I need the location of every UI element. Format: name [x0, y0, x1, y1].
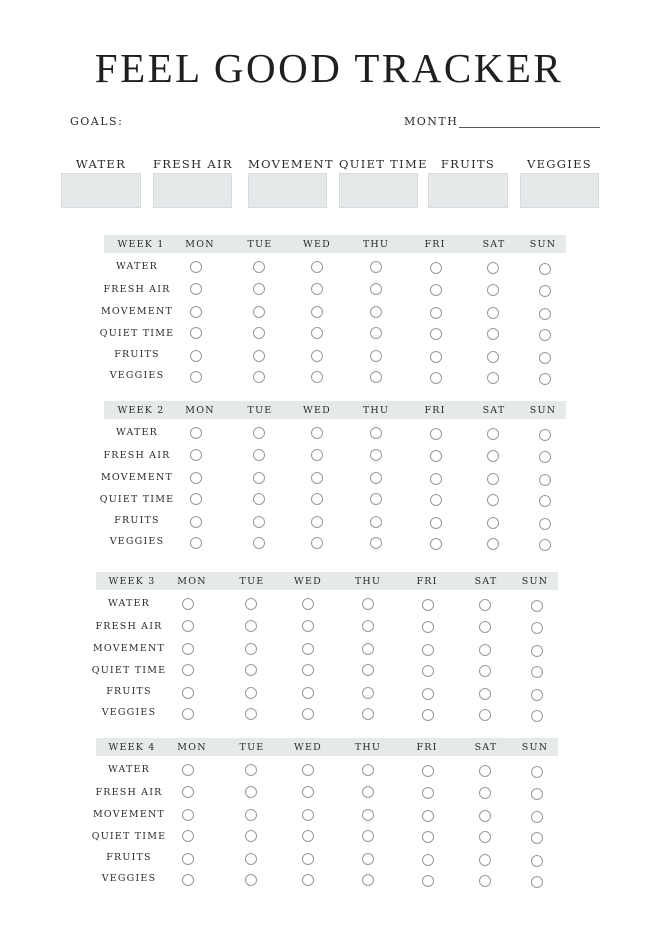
- checkbox-fresh-air-fri[interactable]: [430, 450, 442, 462]
- checkbox-fresh-air-wed[interactable]: [311, 449, 323, 461]
- checkbox-water-sat[interactable]: [479, 765, 491, 777]
- checkbox-quiet-time-wed[interactable]: [302, 664, 314, 676]
- checkbox-movement-sun[interactable]: [531, 811, 543, 823]
- day-header-thu: THU: [362, 239, 390, 250]
- checkbox-fruits-sun[interactable]: [531, 855, 543, 867]
- checkbox-water-wed[interactable]: [302, 764, 314, 776]
- checkbox-water-sun[interactable]: [531, 766, 543, 778]
- checkbox-water-sun[interactable]: [531, 600, 543, 612]
- goal-box-water[interactable]: [61, 173, 141, 208]
- checkbox-fruits-tue[interactable]: [253, 516, 265, 528]
- checkbox-fruits-thu[interactable]: [370, 350, 382, 362]
- checkbox-quiet-time-wed[interactable]: [302, 830, 314, 842]
- checkbox-movement-sun[interactable]: [531, 645, 543, 657]
- checkbox-fruits-thu[interactable]: [362, 853, 374, 865]
- week-label: WEEK 4: [108, 742, 156, 753]
- checkbox-quiet-time-sun[interactable]: [539, 329, 551, 341]
- checkbox-fresh-air-fri[interactable]: [430, 284, 442, 296]
- checkbox-veggies-wed[interactable]: [311, 537, 323, 549]
- checkbox-water-sun[interactable]: [539, 263, 551, 275]
- checkbox-quiet-time-sat[interactable]: [487, 494, 499, 506]
- checkbox-quiet-time-sat[interactable]: [479, 665, 491, 677]
- checkbox-quiet-time-sat[interactable]: [479, 831, 491, 843]
- checkbox-movement-mon[interactable]: [182, 809, 194, 821]
- habit-label-fruits: FRUITS: [106, 686, 152, 697]
- checkbox-fruits-wed[interactable]: [311, 516, 323, 528]
- checkbox-veggies-thu[interactable]: [362, 874, 374, 886]
- habit-label-veggies: VEGGIES: [101, 873, 157, 884]
- checkbox-veggies-fri[interactable]: [422, 875, 434, 887]
- checkbox-fresh-air-sun[interactable]: [531, 622, 543, 634]
- checkbox-water-fri[interactable]: [430, 428, 442, 440]
- checkbox-veggies-tue[interactable]: [245, 708, 257, 720]
- checkbox-water-tue[interactable]: [245, 598, 257, 610]
- checkbox-veggies-sat[interactable]: [487, 372, 499, 384]
- checkbox-fresh-air-mon[interactable]: [190, 283, 202, 295]
- checkbox-movement-thu[interactable]: [362, 809, 374, 821]
- checkbox-fruits-fri[interactable]: [422, 688, 434, 700]
- habit-label-fresh-air: FRESH AIR: [95, 621, 163, 632]
- checkbox-water-thu[interactable]: [362, 598, 374, 610]
- day-header-sun: SUN: [521, 576, 549, 587]
- habit-label-veggies: VEGGIES: [101, 707, 157, 718]
- checkbox-fresh-air-thu[interactable]: [370, 283, 382, 295]
- day-header-thu: THU: [354, 742, 382, 753]
- checkbox-veggies-sat[interactable]: [479, 709, 491, 721]
- checkbox-water-sat[interactable]: [487, 262, 499, 274]
- checkbox-fresh-air-thu[interactable]: [362, 620, 374, 632]
- checkbox-movement-fri[interactable]: [430, 473, 442, 485]
- checkbox-water-mon[interactable]: [190, 427, 202, 439]
- day-header-mon: MON: [177, 576, 207, 587]
- checkbox-veggies-wed[interactable]: [302, 708, 314, 720]
- day-header-sun: SUN: [529, 405, 557, 416]
- checkbox-movement-fri[interactable]: [430, 307, 442, 319]
- checkbox-water-tue[interactable]: [253, 261, 265, 273]
- checkbox-fresh-air-wed[interactable]: [311, 283, 323, 295]
- checkbox-water-wed[interactable]: [302, 598, 314, 610]
- habit-label-quiet-time: QUIET TIME: [91, 665, 167, 676]
- checkbox-fresh-air-tue[interactable]: [253, 283, 265, 295]
- checkbox-fresh-air-sat[interactable]: [487, 284, 499, 296]
- checkbox-movement-wed[interactable]: [302, 809, 314, 821]
- checkbox-fresh-air-wed[interactable]: [302, 620, 314, 632]
- habit-label-fruits: FRUITS: [106, 852, 152, 863]
- checkbox-quiet-time-wed[interactable]: [311, 327, 323, 339]
- checkbox-fruits-sat[interactable]: [479, 688, 491, 700]
- day-header-sat: SAT: [474, 576, 498, 587]
- checkbox-quiet-time-sun[interactable]: [539, 495, 551, 507]
- checkbox-water-mon[interactable]: [182, 764, 194, 776]
- checkbox-quiet-time-tue[interactable]: [253, 327, 265, 339]
- checkbox-veggies-tue[interactable]: [245, 874, 257, 886]
- checkbox-veggies-sat[interactable]: [487, 538, 499, 550]
- checkbox-veggies-sat[interactable]: [479, 875, 491, 887]
- checkbox-fresh-air-thu[interactable]: [362, 786, 374, 798]
- checkbox-fresh-air-sun[interactable]: [539, 451, 551, 463]
- checkbox-movement-wed[interactable]: [302, 643, 314, 655]
- goal-label-fruits: FRUITS: [440, 157, 496, 171]
- day-header-sun: SUN: [521, 742, 549, 753]
- checkbox-quiet-time-tue[interactable]: [245, 830, 257, 842]
- checkbox-fruits-mon[interactable]: [182, 853, 194, 865]
- day-header-wed: WED: [294, 576, 322, 587]
- checkbox-movement-sat[interactable]: [479, 644, 491, 656]
- checkbox-quiet-time-fri[interactable]: [422, 831, 434, 843]
- checkbox-water-wed[interactable]: [311, 261, 323, 273]
- habit-label-fruits: FRUITS: [114, 515, 160, 526]
- checkbox-veggies-sun[interactable]: [539, 373, 551, 385]
- checkbox-movement-tue[interactable]: [245, 643, 257, 655]
- checkbox-water-tue[interactable]: [253, 427, 265, 439]
- checkbox-fruits-sun[interactable]: [539, 352, 551, 364]
- habit-label-water: WATER: [115, 427, 159, 438]
- checkbox-veggies-fri[interactable]: [430, 538, 442, 550]
- day-header-fri: FRI: [416, 742, 438, 753]
- checkbox-movement-sat[interactable]: [487, 473, 499, 485]
- checkbox-quiet-time-sat[interactable]: [487, 328, 499, 340]
- day-header-fri: FRI: [424, 239, 446, 250]
- checkbox-movement-tue[interactable]: [253, 472, 265, 484]
- goal-box-fruits[interactable]: [428, 173, 508, 208]
- checkbox-fruits-tue[interactable]: [245, 687, 257, 699]
- checkbox-water-wed[interactable]: [311, 427, 323, 439]
- day-header-wed: WED: [294, 742, 322, 753]
- goal-box-veggies[interactable]: [520, 173, 599, 208]
- checkbox-fresh-air-tue[interactable]: [245, 786, 257, 798]
- checkbox-fruits-thu[interactable]: [362, 687, 374, 699]
- checkbox-fruits-fri[interactable]: [430, 517, 442, 529]
- checkbox-movement-sun[interactable]: [539, 474, 551, 486]
- goal-label-water: WATER: [75, 157, 127, 171]
- checkbox-veggies-sun[interactable]: [531, 876, 543, 888]
- checkbox-fruits-wed[interactable]: [311, 350, 323, 362]
- checkbox-fresh-air-tue[interactable]: [253, 449, 265, 461]
- checkbox-water-thu[interactable]: [362, 764, 374, 776]
- checkbox-fruits-wed[interactable]: [302, 853, 314, 865]
- checkbox-water-thu[interactable]: [370, 261, 382, 273]
- checkbox-veggies-thu[interactable]: [370, 371, 382, 383]
- checkbox-fresh-air-sun[interactable]: [531, 788, 543, 800]
- checkbox-veggies-fri[interactable]: [422, 709, 434, 721]
- checkbox-fruits-fri[interactable]: [422, 854, 434, 866]
- habit-label-movement: MOVEMENT: [100, 306, 174, 317]
- habit-label-quiet-time: QUIET TIME: [99, 494, 175, 505]
- checkbox-quiet-time-fri[interactable]: [430, 328, 442, 340]
- goal-box-movement[interactable]: [248, 173, 327, 208]
- checkbox-movement-mon[interactable]: [190, 306, 202, 318]
- checkbox-fruits-sat[interactable]: [487, 351, 499, 363]
- checkbox-water-mon[interactable]: [182, 598, 194, 610]
- habit-label-fresh-air: FRESH AIR: [95, 787, 163, 798]
- checkbox-quiet-time-thu[interactable]: [370, 493, 382, 505]
- goal-label-movement: MOVEMENT: [248, 157, 335, 171]
- habit-label-veggies: VEGGIES: [109, 536, 165, 547]
- checkbox-movement-thu[interactable]: [370, 306, 382, 318]
- habit-label-fresh-air: FRESH AIR: [103, 284, 171, 295]
- checkbox-water-sat[interactable]: [487, 428, 499, 440]
- checkbox-veggies-mon[interactable]: [182, 708, 194, 720]
- day-header-tue: TUE: [239, 742, 265, 753]
- checkbox-water-mon[interactable]: [190, 261, 202, 273]
- day-header-sat: SAT: [482, 239, 506, 250]
- checkbox-quiet-time-wed[interactable]: [311, 493, 323, 505]
- checkbox-fresh-air-mon[interactable]: [182, 786, 194, 798]
- goal-box-quiet-time[interactable]: [339, 173, 418, 208]
- checkbox-movement-fri[interactable]: [422, 810, 434, 822]
- checkbox-veggies-sun[interactable]: [539, 539, 551, 551]
- habit-label-water: WATER: [107, 598, 151, 609]
- checkbox-veggies-mon[interactable]: [190, 537, 202, 549]
- checkbox-veggies-mon[interactable]: [182, 874, 194, 886]
- day-header-mon: MON: [185, 239, 215, 250]
- checkbox-water-thu[interactable]: [370, 427, 382, 439]
- habit-label-veggies: VEGGIES: [109, 370, 165, 381]
- day-header-sun: SUN: [529, 239, 557, 250]
- week-label: WEEK 1: [117, 239, 165, 250]
- checkbox-veggies-thu[interactable]: [370, 537, 382, 549]
- checkbox-quiet-time-sun[interactable]: [531, 666, 543, 678]
- checkbox-movement-sat[interactable]: [479, 810, 491, 822]
- day-header-thu: THU: [362, 405, 390, 416]
- checkbox-veggies-tue[interactable]: [253, 371, 265, 383]
- checkbox-veggies-fri[interactable]: [430, 372, 442, 384]
- checkbox-fresh-air-fri[interactable]: [422, 787, 434, 799]
- page-title: FEEL GOOD TRACKER: [94, 45, 564, 91]
- day-header-mon: MON: [177, 742, 207, 753]
- day-header-sat: SAT: [474, 742, 498, 753]
- checkbox-veggies-wed[interactable]: [302, 874, 314, 886]
- day-header-fri: FRI: [424, 405, 446, 416]
- checkbox-veggies-sun[interactable]: [531, 710, 543, 722]
- checkbox-movement-fri[interactable]: [422, 644, 434, 656]
- checkbox-quiet-time-sun[interactable]: [531, 832, 543, 844]
- checkbox-movement-wed[interactable]: [311, 306, 323, 318]
- habit-label-movement: MOVEMENT: [100, 472, 174, 483]
- checkbox-quiet-time-thu[interactable]: [370, 327, 382, 339]
- checkbox-veggies-mon[interactable]: [190, 371, 202, 383]
- checkbox-quiet-time-fri[interactable]: [422, 665, 434, 677]
- goal-label-veggies: VEGGIES: [527, 157, 592, 171]
- checkbox-fruits-thu[interactable]: [370, 516, 382, 528]
- checkbox-fresh-air-sat[interactable]: [479, 787, 491, 799]
- day-header-thu: THU: [354, 576, 382, 587]
- checkbox-water-fri[interactable]: [422, 765, 434, 777]
- checkbox-water-sun[interactable]: [539, 429, 551, 441]
- checkbox-fruits-tue[interactable]: [253, 350, 265, 362]
- checkbox-movement-sun[interactable]: [539, 308, 551, 320]
- habit-label-water: WATER: [107, 764, 151, 775]
- checkbox-fruits-sun[interactable]: [539, 518, 551, 530]
- day-header-mon: MON: [185, 405, 215, 416]
- checkbox-fruits-wed[interactable]: [302, 687, 314, 699]
- checkbox-movement-tue[interactable]: [253, 306, 265, 318]
- checkbox-fresh-air-sun[interactable]: [539, 285, 551, 297]
- checkbox-movement-mon[interactable]: [182, 643, 194, 655]
- checkbox-quiet-time-thu[interactable]: [362, 664, 374, 676]
- checkbox-quiet-time-mon[interactable]: [182, 830, 194, 842]
- month-label: MONTH: [404, 115, 459, 128]
- habit-label-water: WATER: [115, 261, 159, 272]
- month-input-line[interactable]: [459, 127, 600, 128]
- checkbox-movement-thu[interactable]: [370, 472, 382, 484]
- checkbox-fresh-air-sat[interactable]: [479, 621, 491, 633]
- checkbox-movement-wed[interactable]: [311, 472, 323, 484]
- habit-label-fruits: FRUITS: [114, 349, 160, 360]
- checkbox-fresh-air-fri[interactable]: [422, 621, 434, 633]
- habit-label-quiet-time: QUIET TIME: [91, 831, 167, 842]
- checkbox-fresh-air-mon[interactable]: [182, 620, 194, 632]
- checkbox-veggies-wed[interactable]: [311, 371, 323, 383]
- checkbox-fruits-sun[interactable]: [531, 689, 543, 701]
- checkbox-movement-thu[interactable]: [362, 643, 374, 655]
- checkbox-quiet-time-mon[interactable]: [190, 327, 202, 339]
- checkbox-movement-sat[interactable]: [487, 307, 499, 319]
- day-header-tue: TUE: [247, 239, 273, 250]
- checkbox-fresh-air-thu[interactable]: [370, 449, 382, 461]
- checkbox-water-tue[interactable]: [245, 764, 257, 776]
- goal-label-quiet-time: QUIET TIME: [339, 157, 428, 171]
- habit-label-movement: MOVEMENT: [92, 643, 166, 654]
- checkbox-fruits-mon[interactable]: [182, 687, 194, 699]
- checkbox-water-fri[interactable]: [430, 262, 442, 274]
- checkbox-fresh-air-wed[interactable]: [302, 786, 314, 798]
- checkbox-quiet-time-thu[interactable]: [362, 830, 374, 842]
- checkbox-quiet-time-tue[interactable]: [245, 664, 257, 676]
- habit-label-fresh-air: FRESH AIR: [103, 450, 171, 461]
- checkbox-water-sat[interactable]: [479, 599, 491, 611]
- checkbox-movement-mon[interactable]: [190, 472, 202, 484]
- checkbox-fruits-mon[interactable]: [190, 516, 202, 528]
- week-label: WEEK 2: [117, 405, 165, 416]
- checkbox-fruits-fri[interactable]: [430, 351, 442, 363]
- checkbox-fresh-air-tue[interactable]: [245, 620, 257, 632]
- goal-box-fresh-air[interactable]: [153, 173, 232, 208]
- goal-label-fresh-air: FRESH AIR: [153, 157, 233, 171]
- day-header-wed: WED: [303, 405, 331, 416]
- goals-label: GOALS:: [70, 115, 124, 128]
- habit-label-movement: MOVEMENT: [92, 809, 166, 820]
- checkbox-quiet-time-tue[interactable]: [253, 493, 265, 505]
- checkbox-quiet-time-mon[interactable]: [182, 664, 194, 676]
- checkbox-fruits-mon[interactable]: [190, 350, 202, 362]
- checkbox-fresh-air-mon[interactable]: [190, 449, 202, 461]
- checkbox-water-fri[interactable]: [422, 599, 434, 611]
- habit-label-quiet-time: QUIET TIME: [99, 328, 175, 339]
- day-header-sat: SAT: [482, 405, 506, 416]
- checkbox-veggies-tue[interactable]: [253, 537, 265, 549]
- checkbox-quiet-time-fri[interactable]: [430, 494, 442, 506]
- checkbox-quiet-time-mon[interactable]: [190, 493, 202, 505]
- day-header-tue: TUE: [239, 576, 265, 587]
- day-header-fri: FRI: [416, 576, 438, 587]
- week-label: WEEK 3: [108, 576, 156, 587]
- day-header-tue: TUE: [247, 405, 273, 416]
- checkbox-veggies-thu[interactable]: [362, 708, 374, 720]
- checkbox-fresh-air-sat[interactable]: [487, 450, 499, 462]
- checkbox-fruits-tue[interactable]: [245, 853, 257, 865]
- checkbox-movement-tue[interactable]: [245, 809, 257, 821]
- checkbox-fruits-sat[interactable]: [479, 854, 491, 866]
- checkbox-fruits-sat[interactable]: [487, 517, 499, 529]
- day-header-wed: WED: [303, 239, 331, 250]
